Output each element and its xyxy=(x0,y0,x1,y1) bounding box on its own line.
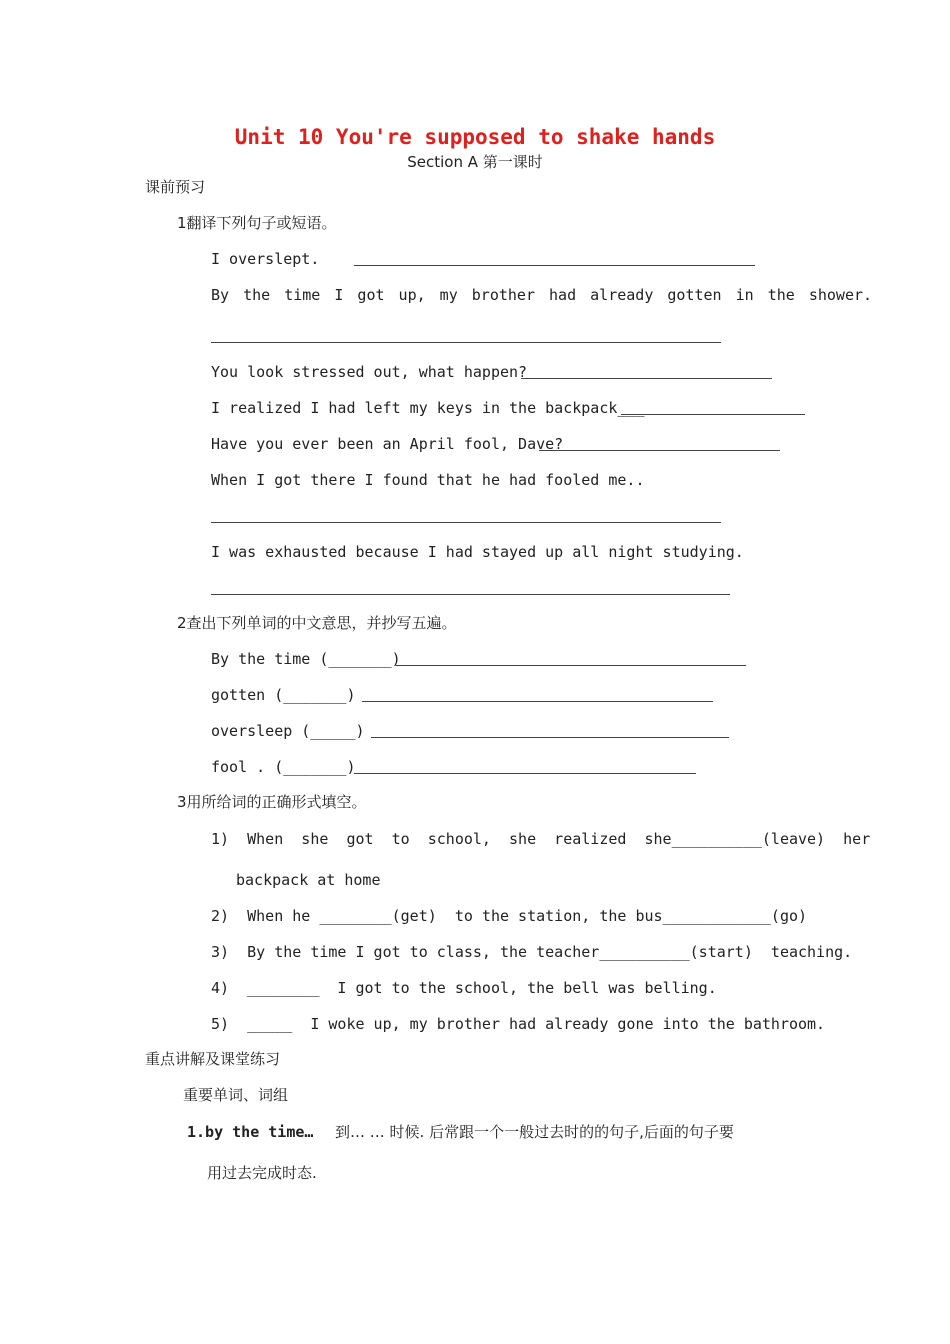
part3-heading: 3用所给词的正确形式填空。 xyxy=(177,793,367,811)
answer-line[interactable] xyxy=(521,378,772,379)
preview-heading: 课前预习 xyxy=(145,178,206,196)
part3-item-5: 5) _____ I woke up, my brother had already gone into the bathroom. xyxy=(211,1015,826,1033)
part3-item-2: 2) When he ________(get) to the station, the bus____________(go) xyxy=(211,907,808,925)
part1-item-1: I overslept. xyxy=(211,250,320,268)
key-item-term: 1.by the time… xyxy=(187,1123,314,1141)
section-subtitle: Section A 第一课时 xyxy=(407,153,543,171)
part1-item-5: Have you ever been an April fool, Dave? xyxy=(211,435,564,453)
answer-line[interactable] xyxy=(211,342,721,343)
part2-item-1: By the time (_______) xyxy=(211,650,401,668)
part3-item-3: 3) By the time I got to class, the teacher__________(start) teaching. xyxy=(211,943,853,961)
part1-item-6: When I got there I found that he had fooled me.. xyxy=(211,471,645,489)
copy-line[interactable] xyxy=(362,701,713,702)
answer-line[interactable] xyxy=(539,450,780,451)
part1-item-2: By the time I got up, my brother had already gotten in the shower. xyxy=(211,286,873,304)
part1-item-3: You look stressed out, what happen? xyxy=(211,363,528,381)
part1-item-4: I realized I had left my keys in the backpack___ xyxy=(211,399,645,417)
key-item-explain-cont: 用过去完成时态. xyxy=(207,1164,317,1182)
part2-heading: 2查出下列单词的中文意思，并抄写五遍。 xyxy=(177,614,457,632)
copy-line[interactable] xyxy=(396,665,746,666)
part2-item-3: oversleep (_____) xyxy=(211,722,365,740)
part1-heading: 1翻译下列句子或短语。 xyxy=(177,214,337,232)
part1-item-7: I was exhausted because I had stayed up all night studying. xyxy=(211,543,744,561)
answer-line[interactable] xyxy=(621,414,805,415)
copy-line[interactable] xyxy=(371,737,729,738)
answer-line[interactable] xyxy=(211,522,721,523)
part3-item-1-cont: backpack at home xyxy=(236,871,381,889)
key-item-explain: 到… … 时候. 后常跟一个一般过去时的的句子,后面的句子要 xyxy=(335,1123,734,1141)
part2-item-2: gotten (_______) xyxy=(211,686,356,704)
page-title: Unit 10 You're supposed to shake hands xyxy=(234,125,716,149)
key-subheading: 重要单词、词组 xyxy=(183,1086,289,1104)
answer-line[interactable] xyxy=(211,594,730,595)
key-heading: 重点讲解及课堂练习 xyxy=(145,1050,281,1068)
part3-item-1: 1) When she got to school, she realized she__________(leave) her xyxy=(211,830,871,848)
answer-line[interactable] xyxy=(354,265,755,266)
copy-line[interactable] xyxy=(354,773,696,774)
part2-item-4: fool . (_______) xyxy=(211,758,356,776)
part3-item-4: 4) ________ I got to the school, the bell was belling. xyxy=(211,979,717,997)
